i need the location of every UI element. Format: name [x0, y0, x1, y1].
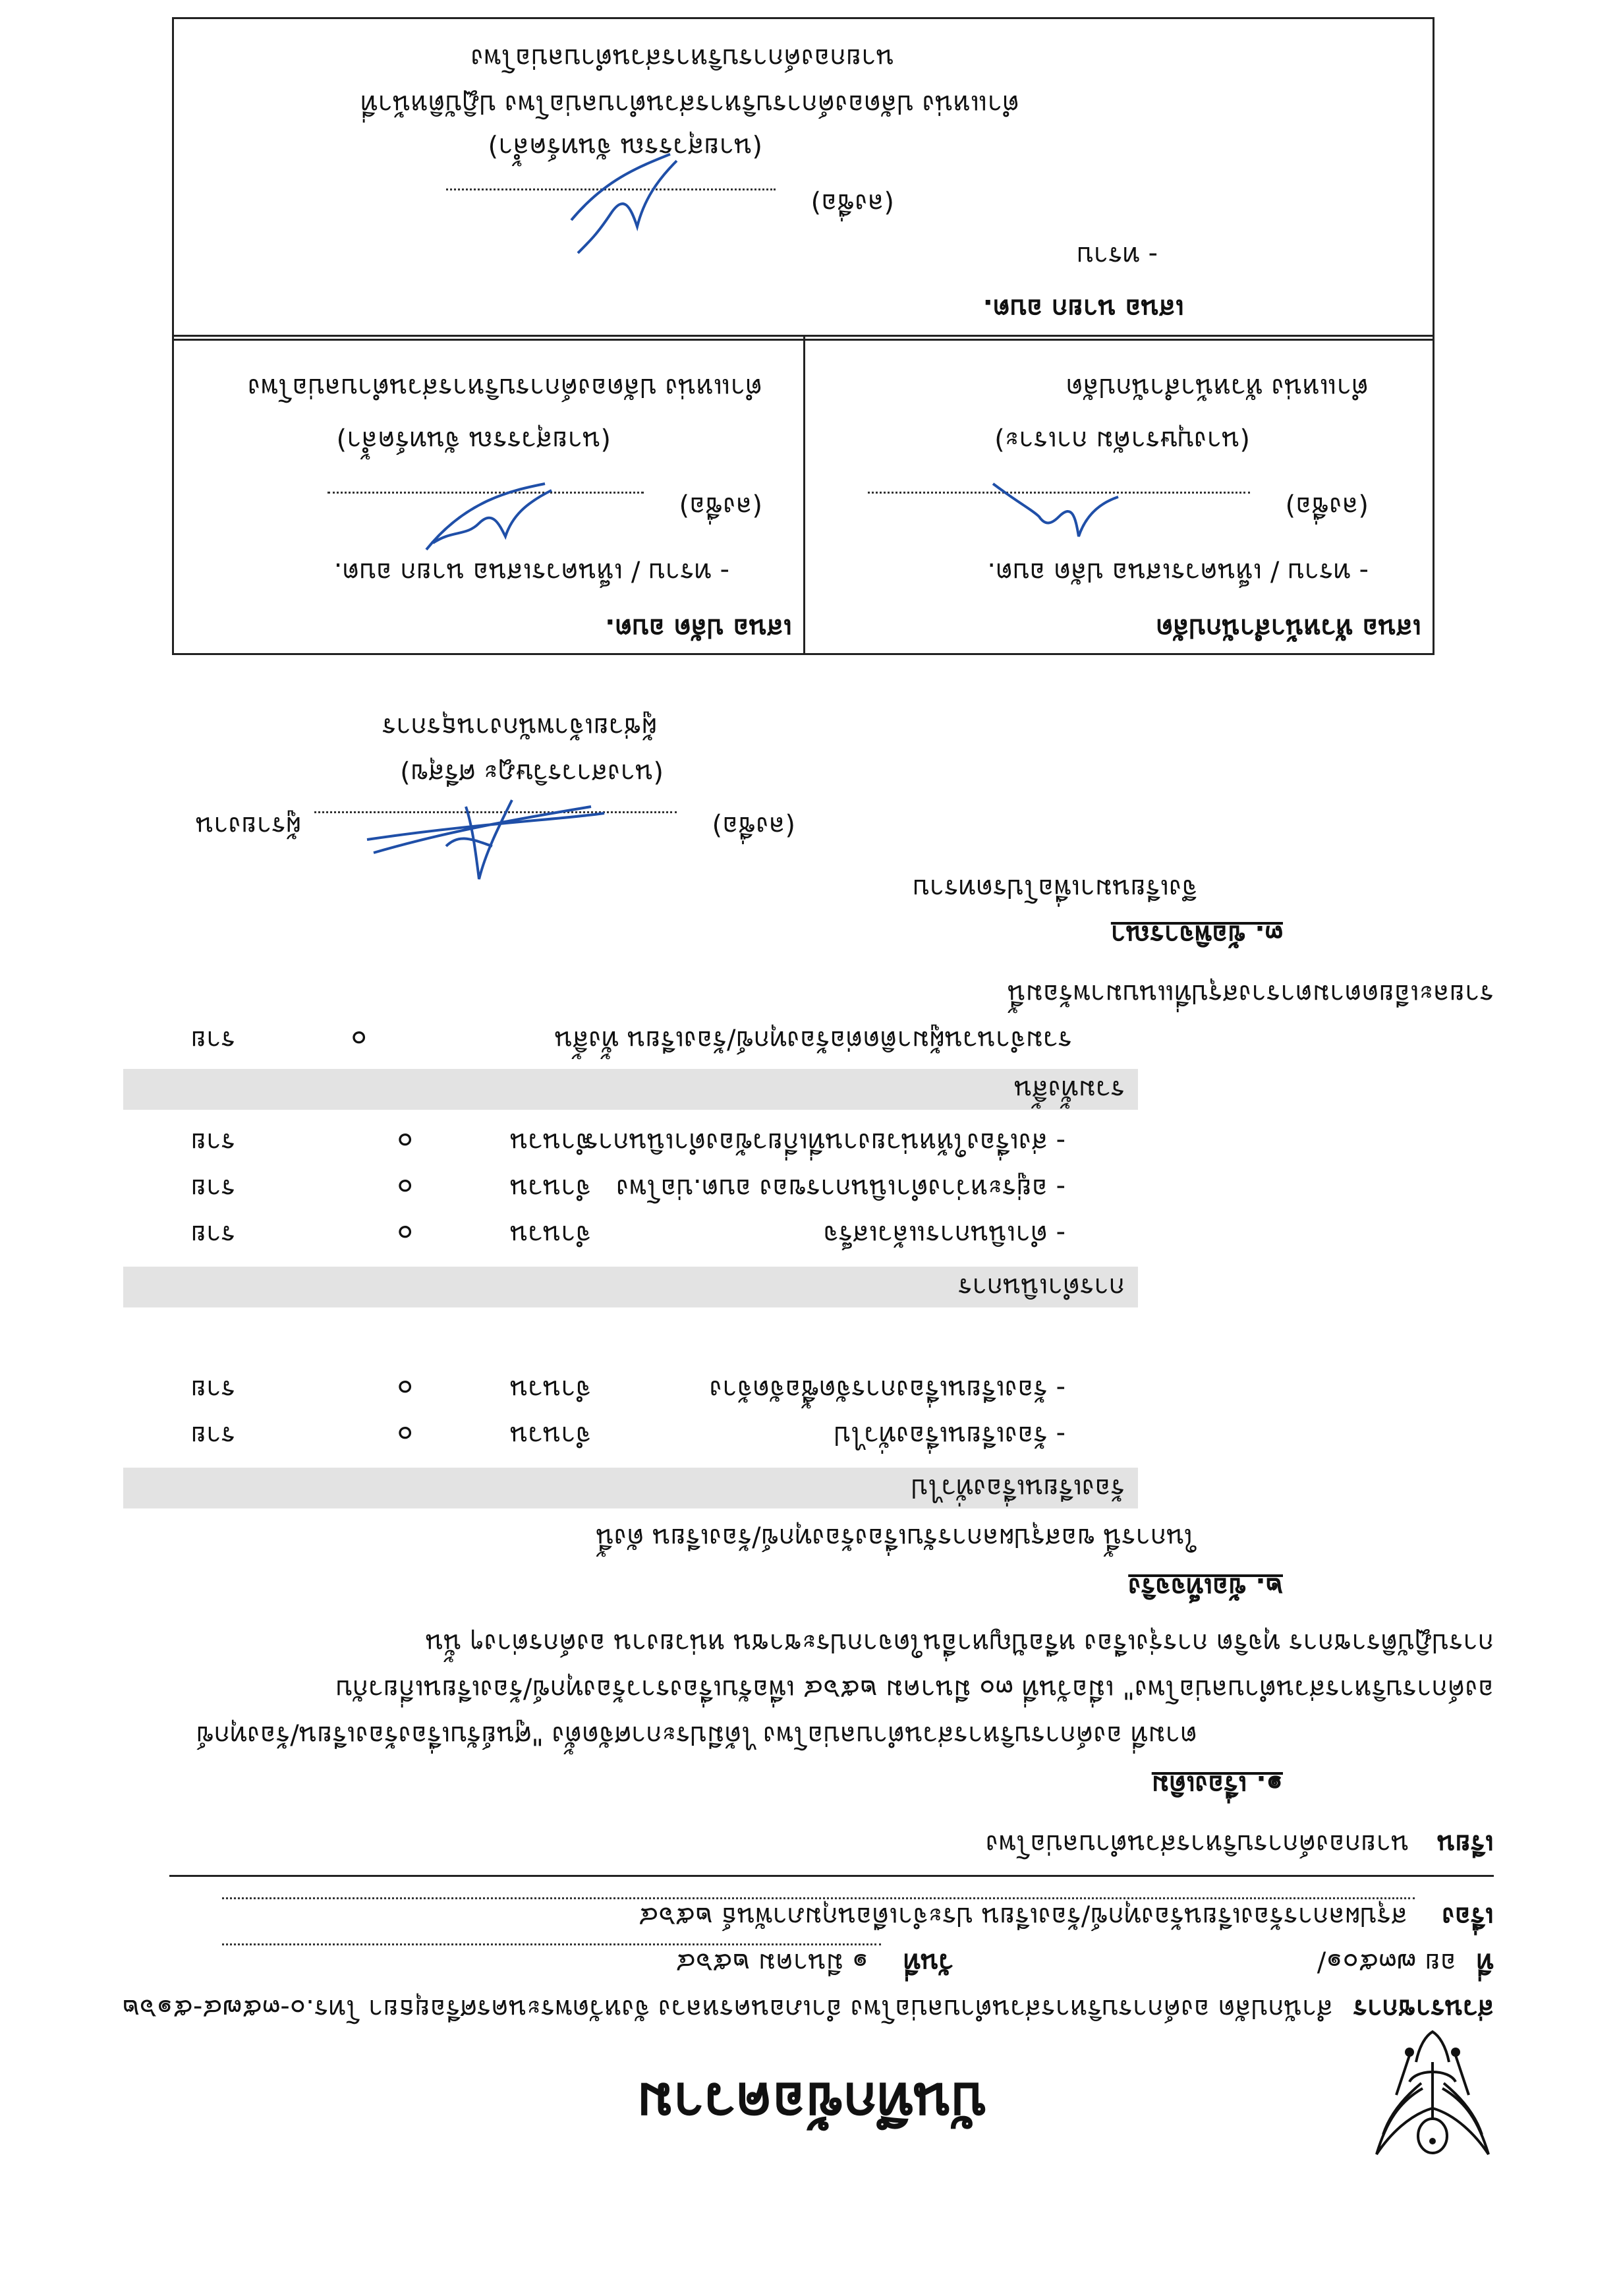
row-count-label: จำนวน — [509, 1420, 591, 1450]
total-line: รวมจำนวนผู้มาติดต่อร้องทุกข์/ร้องเรียน ทั้งสิ้น — [554, 1025, 1072, 1055]
total-count: ๐ — [351, 1025, 367, 1055]
lower-heading: เสนอ นายก อบต. — [982, 293, 1184, 324]
section3-text: จึงเรียนมาเพื่อโปรดทราบ — [913, 873, 1197, 904]
signature-lower-icon — [565, 148, 696, 260]
lower-item: - ทราบ — [1077, 241, 1158, 271]
section2-note: รายละเอียดตามตารางสรุปที่แนบมาพร้อมนี้ — [1008, 979, 1494, 1009]
upper-left-item: - ทราบ / เห็นควรเสนอ ปลัด อบต. — [987, 557, 1369, 587]
signature-upper-left-icon — [980, 471, 1131, 556]
row-item: - ร้องเรียนเรื่องการจัดซื้อจัดจ้าง — [709, 1374, 1065, 1404]
agency-label: ส่วนราชการ — [1353, 1994, 1494, 2024]
row-count: ๐ — [397, 1219, 413, 1249]
upper-right-sign-label: (ลงชื่อ) — [679, 491, 762, 521]
subject-dotted-line — [222, 1897, 1415, 1899]
row-unit: ราย — [190, 1420, 235, 1450]
section1-paragraph-line3: การปฏิบัติราชการ ทุจริต การรุ่งเรือง หรือปัญหาอื่นใดจากประชาชน หน่วยงาน องค์กรต่างๆ นั้น — [425, 1628, 1494, 1658]
table-row — [584, 1125, 1065, 1159]
approval-box-divider — [803, 336, 805, 655]
section2-heading: ๒. ข้อเท็จจริง — [1128, 1572, 1283, 1602]
subject-line — [639, 1899, 1494, 1934]
row-unit: ราย — [190, 1173, 235, 1203]
to-line — [986, 1827, 1494, 1861]
number-value: อย ๗๓๕๐๑/ — [1317, 1947, 1456, 1978]
signature-upper-right-icon — [413, 471, 565, 563]
row-count-label: จำนวน — [509, 1219, 591, 1249]
date-line — [676, 1945, 953, 1980]
subject-label: เรื่อง — [1442, 1901, 1494, 1932]
table-row — [823, 1217, 1065, 1251]
lower-position-line2: นายกองค์การบริหารส่วนตำบลบ่อโพง — [470, 43, 894, 73]
upper-right-item: - ทราบ / เห็นควรเสนอ นายก อบต. — [333, 557, 729, 587]
date-label: วันที่ — [903, 1947, 953, 1978]
main-sign-role: ผู้รายงาน — [195, 811, 301, 841]
upper-right-position: ตำแหน่ง ปลัดองค์การบริหารส่วนตำบลบ่อโพง — [247, 372, 762, 403]
upper-left-position: ตำแหน่ง หัวหน้าสำนักปลัด — [1065, 372, 1369, 403]
number-label: ที่ — [1476, 1947, 1494, 1978]
group-label: ร้องเรียนเรื่องทั่วไป — [911, 1473, 1125, 1503]
row-unit: ราย — [190, 1374, 235, 1404]
row-item: - ส่งเรื่องให้หน่วยงานที่เกี่ยวข้องดำเนินการ — [584, 1127, 1065, 1157]
row-count: ๐ — [397, 1374, 413, 1404]
to-label: เรียน — [1437, 1829, 1494, 1859]
subject-value: สรุปผลการร้องเรียนร้องทุกข์/ร้องเรียน ประจำเดือนกุมภาพันธ์ ๒๕๖๔ — [639, 1901, 1407, 1932]
date-dotted-line — [222, 1943, 881, 1945]
agency-line — [123, 1992, 1494, 2026]
table-row — [710, 1372, 1065, 1406]
memo-title: บันทึกข้อความ — [637, 2071, 986, 2135]
group-label: การดำเนินการ — [957, 1272, 1125, 1302]
upper-right-name: (นายสุวรรณ จันทร์คล้ำ) — [336, 425, 611, 455]
main-signer-position: ผู้ช่วยเจ้าพนักงานธุรการ — [382, 712, 657, 742]
table-row — [616, 1171, 1065, 1205]
section1-heading: ๑. เรื่องเดิม — [1151, 1769, 1283, 1800]
row-count: ๐ — [397, 1173, 413, 1203]
main-sign-label: (ลงชื่อ) — [712, 811, 795, 841]
group-band — [123, 1069, 1138, 1110]
row-item: - ดำเนินการแล้วเสร็จ — [823, 1219, 1065, 1249]
lower-position-line1: ตำแหน่ง ปลัดองค์การบริหารส่วนตำบลบ่อโพง ปฏิบัติหน้าที่ — [360, 89, 1019, 119]
upper-left-heading: เสนอ หัวหน้าสำนักปลัด — [1156, 613, 1421, 643]
row-count: ๐ — [397, 1127, 413, 1157]
number-date-line — [1317, 1945, 1494, 1980]
group-label: รวมทั้งสิ้น — [1014, 1074, 1125, 1105]
section1-paragraph-line1: ตามที่ องค์การบริหารส่วนตำบลบ่อโพง ได้มีประกาศจัดตั้ง "ศูนย์รับเรื่องร้องเรียน/ร้องทุกข์ — [196, 1720, 1197, 1750]
header-divider — [169, 1875, 1494, 1877]
row-item: - อยู่ระหว่างดำเนินการของ อบต.บ่อโพง — [616, 1173, 1065, 1203]
table-row — [834, 1418, 1065, 1452]
section3-heading: ๓. ข้อพิจารณา — [1110, 919, 1283, 950]
row-item: - ร้องเรียนเรื่องทั่วไป — [834, 1420, 1065, 1450]
row-count-label: จำนวน — [509, 1374, 591, 1404]
total-unit: ราย — [190, 1025, 235, 1055]
main-signer-name: (นางสาวรวิษฎะ ศรีสุข) — [400, 758, 664, 788]
row-count-label: จำนวน — [509, 1173, 591, 1203]
section2-intro: ในการนี้ ขอสรุปผลการรับเรื่องร้องทุกข์/ร้องเรียน ดังนี้ — [596, 1522, 1197, 1553]
garuda-emblem-icon — [1370, 2029, 1495, 2161]
agency-value: สำนักปลัด องค์การบริหารส่วนตำบลบ่อโพง อำเภอนครหลวง จังหวัดพระนครศรีอยุธยา โทร.๐-๓๕๗๔-๕๑๖๒ — [122, 1994, 1333, 2024]
section1-paragraph-line2: องค์การบริหารส่วนตำบลบ่อโพง" เมื่อวันที่ ๓๐ มีนาคม ๒๕๖๔ เพื่อรับเรื่องราวร้องทุกข์/ร้องเรียนเกี่ยวกับ — [335, 1674, 1494, 1704]
upper-left-name: (นางบุษราคัม กาเราะ) — [994, 425, 1250, 455]
lower-sign-label: (ลงชื่อ) — [810, 188, 894, 218]
upper-left-sign-label: (ลงชื่อ) — [1285, 491, 1369, 521]
row-unit: ราย — [190, 1219, 235, 1249]
row-count-label: จำนวน — [509, 1127, 591, 1157]
row-unit: ราย — [190, 1127, 235, 1157]
row-count: ๐ — [397, 1420, 413, 1450]
to-value: นายกองค์การบริหารส่วนตำบลบ่อโพง — [985, 1829, 1409, 1859]
signature-main-icon — [360, 793, 611, 892]
lower-name: (นายสุวรรณ จันทร์คล้ำ) — [488, 132, 762, 162]
upper-right-heading: เสนอ ปลัด อบต. — [605, 613, 792, 643]
date-value: ๑ มีนาคม ๒๕๖๔ — [675, 1947, 869, 1978]
